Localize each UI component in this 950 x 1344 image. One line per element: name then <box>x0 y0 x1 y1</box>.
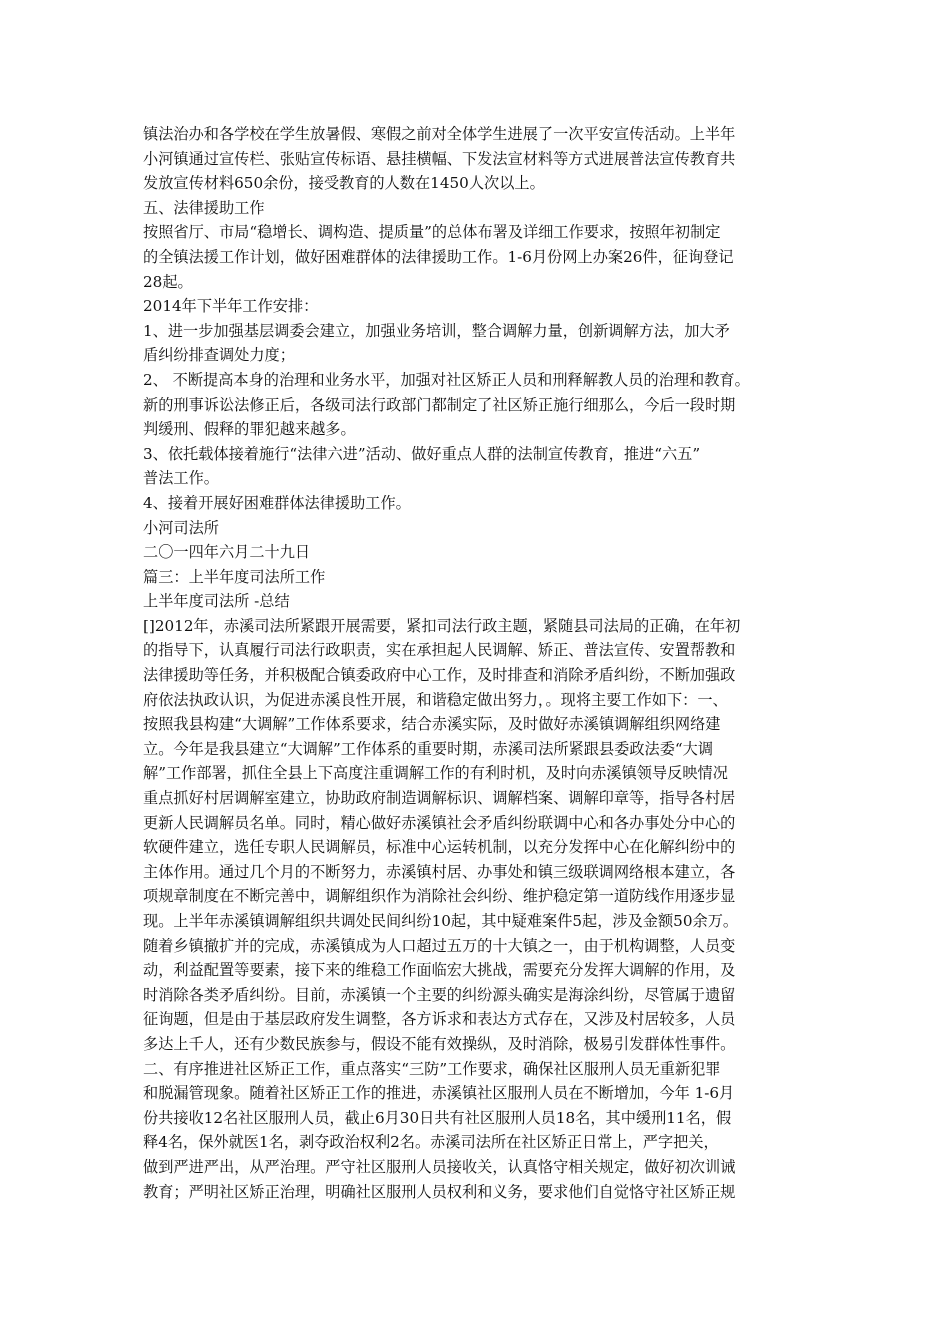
text-line: 按照我县构建“大调解”工作体系要求，结合赤溪实际，及时做好赤溪镇调解组织网络建 <box>143 715 721 734</box>
text-line: 镇法治办和各学校在学生放暑假、寒假之前对全体学生进展了一次平安宣传活动。上半年 <box>143 125 736 143</box>
text-line: 软硬件建立，选任专职人民调解员，标准中心运转机制，以充分发挥中心在化解纠纷中的 <box>143 838 736 857</box>
text-line: 2、 不断提高本身的治理和业务水平，加强对社区矫正人员和刑释解教人员的治理和教育。 <box>143 370 750 389</box>
text-line: 立。今年是我县建立“大调解”工作体系的重要时期，赤溪司法所紧跟县委政法委“大调 <box>143 739 714 758</box>
text-line: 新的刑事诉讼法修正后，各级司法行政部门都制定了社区矫正施行细那么，今后一段时期 <box>143 395 736 414</box>
text-line: 发放宣传材料650余份，接受教育的人数在1450人次以上。 <box>143 174 545 193</box>
text-line: 府依法执政认识，为促进赤溪良性开展，和谐稳定做出努力，。现将主要工作如下：一、 <box>143 690 728 709</box>
text-line: 1、进一步加强基层调委会建立，加强业务培训，整合调解力量，创新调解方法，加大矛 <box>143 321 730 340</box>
text-line: 4、接着开展好困难群体法律援助工作。 <box>143 493 411 512</box>
text-line: 法律援助等任务，并积极配合镇委政府中心工作，及时排查和消除矛盾纠纷，不断加强政 <box>143 666 736 685</box>
text-line: 的指导下，认真履行司法行政职责，实在承担起人民调解、矫正、普法宣传、安置帮教和 <box>143 641 736 660</box>
document-title: 上半年度司法所 -总结 <box>143 592 290 611</box>
text-line: 主体作用。通过几个月的不断努力，赤溪镇村居、办事处和镇三级联调网络根本建立，各 <box>143 862 736 881</box>
text-line: 征询题，但是由于基层政府发生调整，各方诉求和表达方式存在，又涉及村居较多，人员 <box>143 1010 736 1029</box>
text-line: 盾纠纷排查调处力度； <box>143 346 295 365</box>
text-line: 按照省厅、市局“稳增长、调构造、提质量”的总体布署及详细工作要求，按照年初制定 <box>143 223 721 242</box>
chapter-heading: 篇三：上半年度司法所工作 <box>143 567 326 586</box>
text-line: 判缓刑、假释的罪犯越来越多。 <box>143 420 356 439</box>
text-line: 多达上千人，还有少数民族参与，假设不能有效操纵，及时消除，极易引发群体性事件。 <box>143 1034 736 1053</box>
text-line: 解”工作部署，抓住全县上下高度注重调解工作的有利时机，及时向赤溪镇领导反映情况 <box>143 764 728 783</box>
signature-date: 二〇一四年六月二十九日 <box>143 543 311 562</box>
text-line: 更新人民调解员名单。同时，精心做好赤溪镇社会矛盾纠纷联调中心和各办事处分中心的 <box>143 813 736 832</box>
section-heading: 2014年下半年工作安排： <box>143 297 319 316</box>
text-line: 二、有序推进社区矫正工作，重点落实“三防”工作要求，确保社区服刑人员无重新犯罪 <box>143 1059 721 1078</box>
text-line: 普法工作。 <box>143 469 219 488</box>
text-line: 动，利益配置等要素，接下来的维稳工作面临宏大挑战，需要充分发挥大调解的作用，及 <box>143 961 736 980</box>
text-line: 28起。 <box>143 272 193 291</box>
text-line: 重点抓好村居调解室建立，协助政府制造调解标识、调解档案、调解印章等，指导各村居 <box>143 789 736 808</box>
text-line: 时消除各类矛盾纠纷。目前，赤溪镇一个主要的纠纷源头确实是海涂纠纷，尽管属于遗留 <box>143 985 736 1004</box>
signature-org: 小河司法所 <box>143 518 219 537</box>
text-line: 项规章制度在不断完善中，调解组织作为消除社会纠纷、维护稳定第一道防线作用逐步显 <box>143 887 736 906</box>
text-line: 随着乡镇撤扩并的完成，赤溪镇成为人口超过五万的十大镇之一，由于机构调整，人员变 <box>143 936 736 955</box>
text-line: 小河镇通过宣传栏、张贴宣传标语、悬挂横幅、下发法宣材料等方式进展普法宣传教育共 <box>143 149 736 168</box>
text-line: 的全镇法援工作计划，做好困难群体的法律援助工作。1-6月份网上办案26件，征询登记 <box>143 247 734 266</box>
section-heading: 五、法律援助工作 <box>143 198 265 217</box>
text-line: 做到严进严出，从严治理。严守社区服刑人员接收关，认真恪守相关规定，做好初次训诫 <box>143 1157 736 1176</box>
text-line: 现。上半年赤溪镇调解组织共调处民间纠纷10起，其中疑难案件5起，涉及金额50余万。 <box>143 912 739 930</box>
text-line: 3、依托载体接着施行“法律六进”活动、做好重点人群的法制宣传教育，推进“六五” <box>143 444 701 463</box>
text-line: 教育；严明社区矫正治理，明确社区服刑人员权利和义务，要求他们自觉恪守社区矫正规 <box>143 1182 736 1201</box>
text-line: []2012年，赤溪司法所紧跟开展需要，紧扣司法行政主题，紧随县司法局的正确，在年初 <box>143 616 741 635</box>
text-line: 释4名，保外就医1名，剥夺政治权利2名。赤溪司法所在社区矫正日常上，严字把关， <box>143 1133 719 1152</box>
document-body <box>143 122 823 1204</box>
text-line: 和脱漏管现象。随着社区矫正工作的推进，赤溪镇社区服刑人员在不断增加，今年 1-6月 <box>143 1084 735 1103</box>
text-line: 份共接收12名社区服刑人员，截止6月30日共有社区服刑人员18名，其中缓刑11名，假 <box>143 1108 732 1127</box>
